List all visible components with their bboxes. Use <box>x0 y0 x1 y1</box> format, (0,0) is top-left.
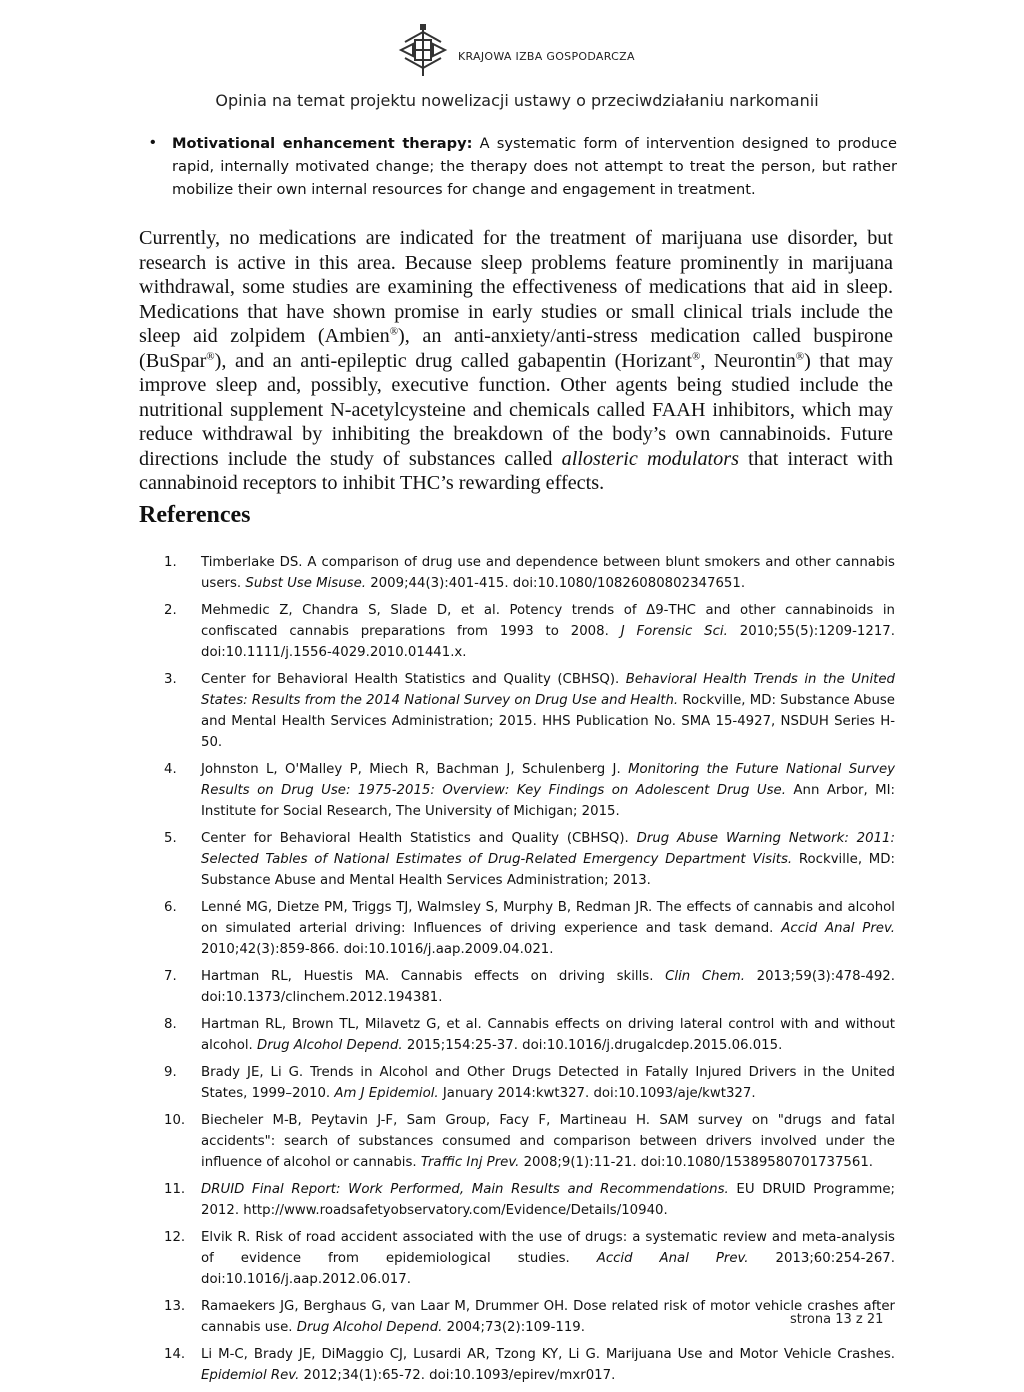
reference-source: Behavioral Health Trends in the United States: Results from the 2014 National Survey on Drug Use and Health. <box>201 672 895 708</box>
paragraph-text: ), an anti-anxiety/anti-stress medication called buspirone (BuSpar <box>139 325 893 372</box>
paragraph-text: , Neurontin <box>700 349 796 372</box>
reference-item <box>164 1227 895 1290</box>
reference-text: Ramaekers JG, Berghaus G, van Laar M, Drummer OH. Dose related risk of motor vehicle crashes after cannabis use. <box>201 1299 895 1335</box>
reference-text: Brady JE, Li G. Trends in Alcohol and Other Drugs Detected in Fatally Injured Drivers in the United States, 1999–2010. <box>201 1065 895 1101</box>
reference-source: Monitoring the Future National Survey Results on Drug Use: 1975-2015: Overview: Key Findings on Adolescent Drug Use. <box>201 762 895 798</box>
reference-number: 3. <box>164 672 177 687</box>
reference-item <box>164 1296 895 1338</box>
reference-source: Subst Use Misuse. <box>245 576 366 591</box>
reference-item <box>164 1179 895 1221</box>
reference-text: Hartman RL, Brown TL, Milavetz G, et al. Cannabis effects on driving lateral control with and without alcohol. <box>201 1017 895 1053</box>
reference-source: Accid Anal Prev. <box>596 1251 749 1266</box>
reference-details: Rockville, MD: Substance Abuse and Mental Health Services Administration; 2015. HHS Publication No. SMA 15-4927, NSDUH Series H-50. <box>201 693 895 750</box>
reference-text: Biecheler M-B, Peytavin J-F, Sam Group, Facy F, Martineau H. SAM survey on "drugs and fatal accidents": search of substances consumed and comparison between drivers involved under the influence of alcohol or cannabis. <box>201 1113 895 1170</box>
reference-number: 2. <box>164 603 177 618</box>
reference-number: 1. <box>164 555 177 570</box>
bullet-term: Motivational enhancement therapy: <box>172 135 473 152</box>
reference-item <box>164 1344 895 1386</box>
reference-item <box>164 1110 895 1173</box>
reference-text: Timberlake DS. A comparison of drug use and dependence between blunt smokers and other cannabis users. <box>201 555 895 591</box>
reference-number: 11. <box>164 1182 186 1197</box>
paragraph-text: Currently, no medications are indicated for the treatment of marijuana use disorder, but research is active in this area. Because sleep problems feature prominently in marijuana withdrawal, some studies are examining the effectiveness of medications that aid in sleep. Medications that have shown promise in early studies or small clinical trials include the sleep aid zolpidem (Ambien <box>139 227 893 347</box>
reference-source: Drug Alcohol Depend. <box>257 1038 403 1053</box>
reference-number: 7. <box>164 969 177 984</box>
reference-source: J Forensic Sci. <box>620 624 728 639</box>
reference-text: Center for Behavioral Health Statistics and Quality (CBHSQ). <box>201 672 626 687</box>
reference-text: Lenné MG, Dietze PM, Triggs TJ, Walmsley S, Murphy B, Redman JR. The effects of cannabis and alcohol on simulated arterial driving: Influences of driving experience and task demand. <box>201 900 895 936</box>
reference-details: Ann Arbor, MI: Institute for Social Research, The University of Michigan; 2015. <box>201 783 896 819</box>
reference-number: 12. <box>164 1230 186 1245</box>
chamber-logo-icon <box>395 22 451 78</box>
reference-source: DRUID Final Report: Work Performed, Main Results and Recommendations. <box>201 1182 729 1197</box>
registered-mark: ® <box>389 325 399 338</box>
reference-text: Li M-C, Brady JE, DiMaggio CJ, Lusardi AR, Tzong KY, Li G. Marijuana Use and Motor Vehicle Crashes. <box>201 1347 895 1362</box>
reference-details: 2012;34(1):65-72. doi:10.1093/epirev/mxr017. <box>299 1368 616 1383</box>
reference-item <box>164 1014 895 1056</box>
reference-number: 6. <box>164 900 177 915</box>
reference-details: 2010;55(5):1209-1217. doi:10.1111/j.1556-4029.2010.01441.x. <box>201 624 895 660</box>
reference-number: 4. <box>164 762 177 777</box>
references-heading: References <box>139 502 251 528</box>
reference-number: 14. <box>164 1347 186 1362</box>
reference-details: 2008;9(1):11-21. doi:10.1080/15389580701737561. <box>519 1155 874 1170</box>
paragraph-text: ) that may improve sleep and, possibly, executive function. Other agents being studied include the nutritional supplement N-acetylcysteine and chemicals called FAAH inhibitors, which may reduce withdrawal by inhibiting the breakdown of the body’s own cannabinoids. Future directions include the study of substances called <box>139 349 893 470</box>
reference-text: Mehmedic Z, Chandra S, Slade D, et al. Potency trends of Δ9-THC and other cannabinoids in confiscated cannabis preparations from 1993 to 2008. <box>201 603 895 639</box>
reference-number: 5. <box>164 831 177 846</box>
reference-details: EU DRUID Programme; 2012. http://www.roadsafetyobservatory.com/Evidence/Details/10940. <box>201 1182 895 1218</box>
reference-text: Center for Behavioral Health Statistics and Quality (CBHSQ). <box>201 831 637 846</box>
reference-source: Drug Alcohol Depend. <box>296 1320 443 1335</box>
reference-details: 2010;42(3):859-866. doi:10.1016/j.aap.2009.04.021. <box>201 942 554 957</box>
reference-source: Traffic Inj Prev. <box>420 1155 520 1170</box>
reference-text: Elvik R. Risk of road accident associated with the use of drugs: a systematic review and meta-analysis of evidence from epidemiological studies. <box>201 1230 895 1266</box>
reference-details: 2013;60:254-267. doi:10.1016/j.aap.2012.06.017. <box>201 1251 895 1287</box>
registered-mark: ® <box>692 349 701 362</box>
paragraph-text: that interact with cannabinoid receptors to inhibit THC’s rewarding effects. <box>139 447 894 494</box>
reference-source: Epidemiol Rev. <box>201 1368 300 1383</box>
reference-source: Drug Abuse Warning Network: 2011: Selected Tables of National Estimates of Drug-Related Emergency Department Visits. <box>201 831 895 867</box>
reference-number: 9. <box>164 1065 177 1080</box>
reference-item <box>164 552 895 594</box>
reference-item <box>164 759 895 822</box>
reference-number: 10. <box>164 1113 186 1128</box>
reference-details: 2013;59(3):478-492. doi:10.1373/clinchem.2012.194381. <box>201 969 895 1005</box>
registered-mark: ® <box>795 349 805 362</box>
reference-number: 13. <box>164 1299 186 1314</box>
paragraph-text: ), and an anti-epileptic drug called gabapentin (Horizant <box>214 349 692 372</box>
reference-item <box>164 966 895 1008</box>
bullet-text: A systematic form of intervention designed to produce rapid, internally motivated change; the therapy does not attempt to treat the person, but rather mobilize their own internal resources for change and engagement in treatment. <box>172 135 897 198</box>
reference-item <box>164 897 895 960</box>
reference-number: 8. <box>164 1017 177 1032</box>
document-header-title: Opinia na temat projektu nowelizacji ustawy o przeciwdziałaniu narkomanii <box>215 91 819 110</box>
organization-name: KRAJOWA IZBA GOSPODARCZA <box>458 50 635 63</box>
references-list <box>164 552 895 1392</box>
reference-text: Hartman RL, Huestis MA. Cannabis effects on driving skills. <box>201 969 666 984</box>
paragraph-italic-term: allosteric modulators <box>561 447 739 470</box>
reference-details: 2009;44(3):401-415. doi:10.1080/10826080802347651. <box>366 576 746 591</box>
bullet-paragraph <box>172 132 897 201</box>
registered-mark: ® <box>206 349 215 362</box>
reference-details: January 2014:kwt327. doi:10.1093/aje/kwt327. <box>438 1086 756 1101</box>
reference-source: Clin Chem. <box>665 969 745 984</box>
reference-item <box>164 828 895 891</box>
reference-item <box>164 669 895 753</box>
page-number: strona 13 z 21 <box>790 1312 884 1327</box>
reference-item <box>164 600 895 663</box>
reference-item <box>164 1062 895 1104</box>
reference-source: Accid Anal Prev. <box>781 921 895 936</box>
body-paragraph <box>139 226 893 496</box>
reference-text: Johnston L, O'Malley P, Miech R, Bachman J, Schulenberg J. <box>201 762 629 777</box>
reference-details: 2015;154:25-37. doi:10.1016/j.drugalcdep.2015.06.015. <box>402 1038 783 1053</box>
reference-details: Rockville, MD: Substance Abuse and Mental Health Services Administration; 2013. <box>201 852 895 888</box>
reference-details: 2004;73(2):109-119. <box>442 1320 585 1335</box>
reference-source: Am J Epidemiol. <box>334 1086 439 1101</box>
bullet-icon: • <box>150 134 156 151</box>
